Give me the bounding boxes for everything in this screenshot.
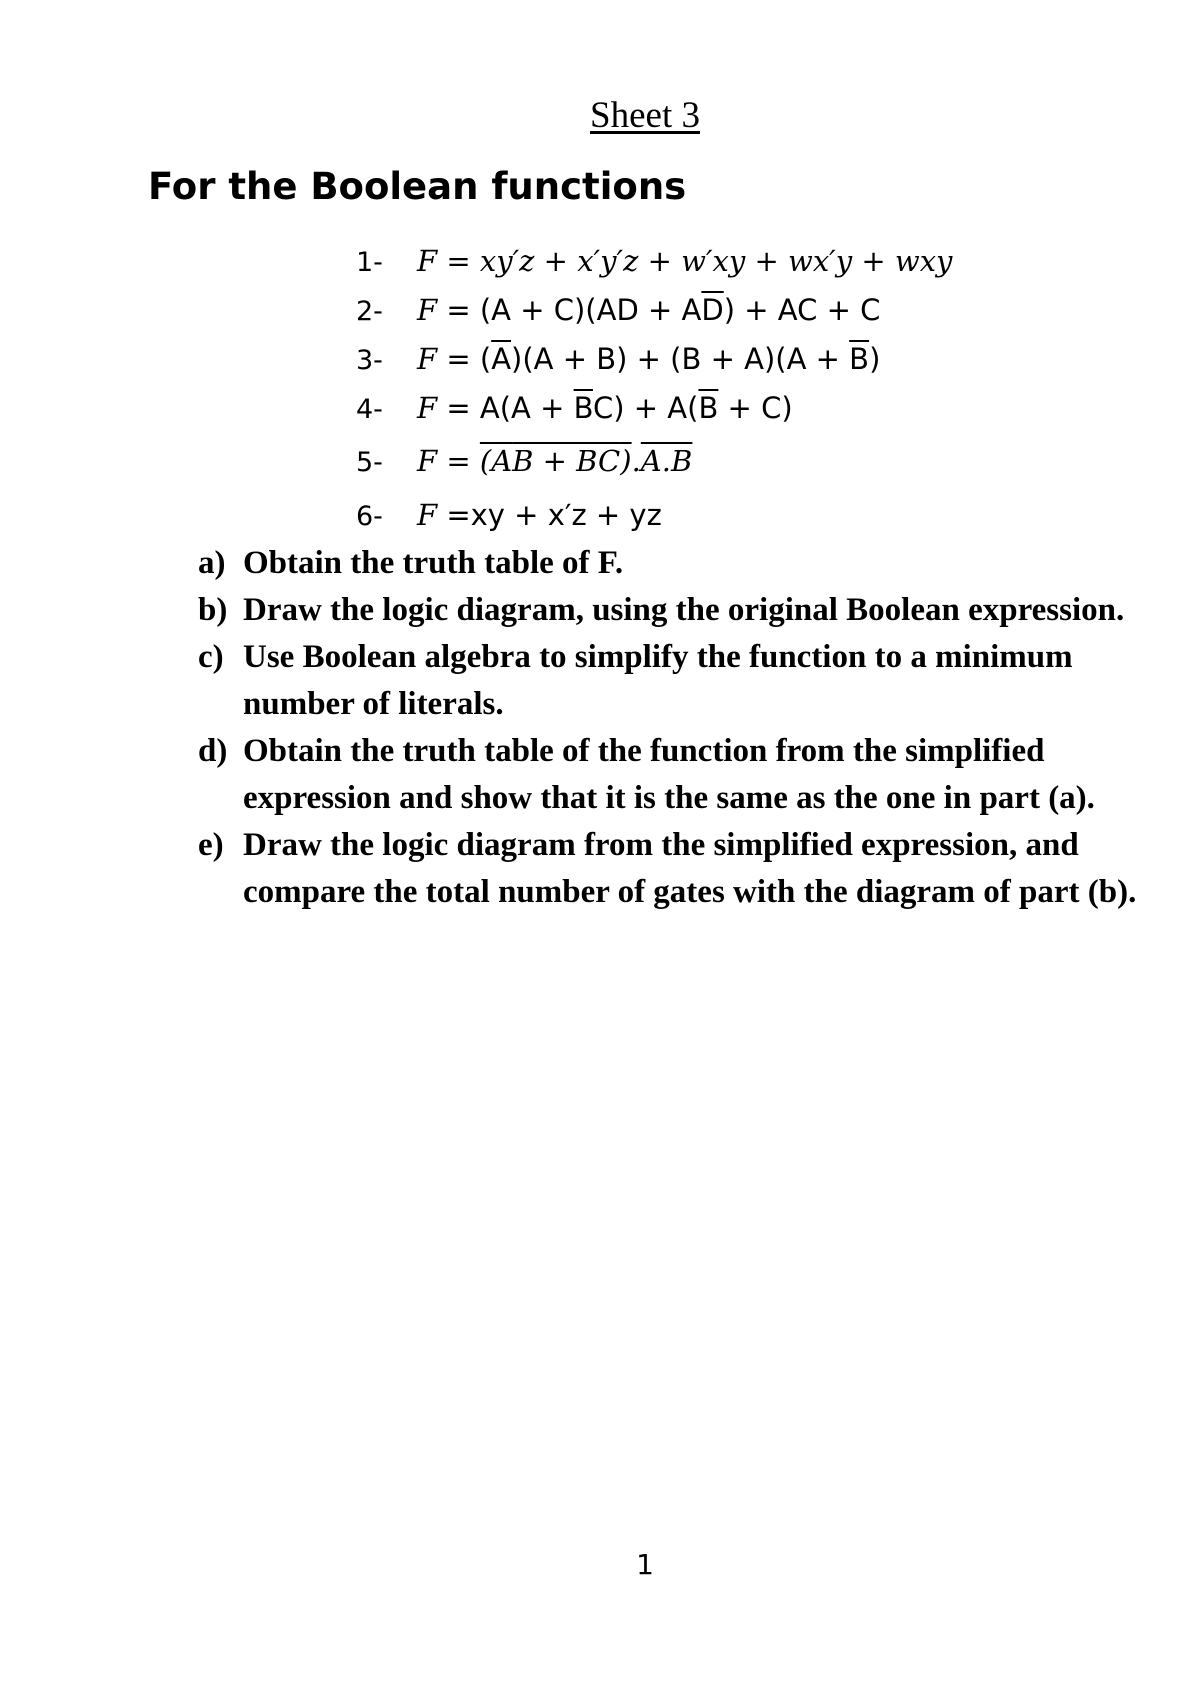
task-letter: d) bbox=[198, 733, 228, 769]
task-list bbox=[198, 540, 1158, 916]
task-letter: c) bbox=[198, 639, 224, 675]
function-item bbox=[356, 391, 952, 440]
task-letter: a) bbox=[198, 545, 226, 581]
task-letter: e) bbox=[198, 827, 224, 863]
task-letter: b) bbox=[198, 592, 228, 628]
function-expression: F = (AB + BC).A.B bbox=[417, 444, 693, 478]
task-text: Draw the logic diagram from the simplified expression, and compare the total number of gates with the diagram of part (b). bbox=[243, 827, 1137, 910]
task-text: Obtain the truth table of the function from the simplified expression and show that it is the same as the one in part (a). bbox=[243, 733, 1095, 816]
page-title: Sheet 3 bbox=[590, 95, 700, 136]
function-item bbox=[356, 293, 952, 342]
function-item bbox=[356, 440, 952, 498]
task-item bbox=[198, 540, 1158, 587]
function-list bbox=[356, 244, 952, 547]
function-number: 5- bbox=[356, 447, 383, 478]
task-item bbox=[198, 587, 1158, 634]
function-expression: $F = (A + C)(AD + A\overline{D})$ + AC + C bbox=[417, 293, 881, 327]
task-item bbox=[198, 728, 1158, 822]
page-number: 1 bbox=[636, 1548, 654, 1581]
task-text: Obtain the truth table of F. bbox=[243, 545, 624, 581]
function-expression: $F = A(A + \overline{B}C) + A(\overline{B} + C)$ bbox=[417, 391, 793, 425]
section-heading: For the Boolean functions bbox=[148, 165, 687, 208]
task-item bbox=[198, 634, 1158, 728]
function-expression: F =xy + x′z + yz bbox=[417, 498, 662, 532]
function-expression: $F = (\overline{A})(A + B) + (B + A)(A + \overline{B})$ bbox=[417, 342, 881, 376]
task-text: Use Boolean algebra to simplify the function to a minimum number of literals. bbox=[243, 639, 1073, 722]
function-number: 1- bbox=[356, 247, 383, 278]
task-text: Draw the logic diagram, using the original Boolean expression. bbox=[243, 592, 1125, 628]
function-expression: F = xy′z + x′y′z + w′xy + wx′y + wxy bbox=[417, 244, 953, 278]
function-number: 3- bbox=[356, 345, 383, 376]
task-item bbox=[198, 822, 1158, 916]
function-item bbox=[356, 342, 952, 391]
function-number: 4- bbox=[356, 394, 383, 425]
function-item bbox=[356, 244, 952, 293]
function-number: 6- bbox=[356, 501, 383, 532]
function-number: 2- bbox=[356, 296, 383, 327]
